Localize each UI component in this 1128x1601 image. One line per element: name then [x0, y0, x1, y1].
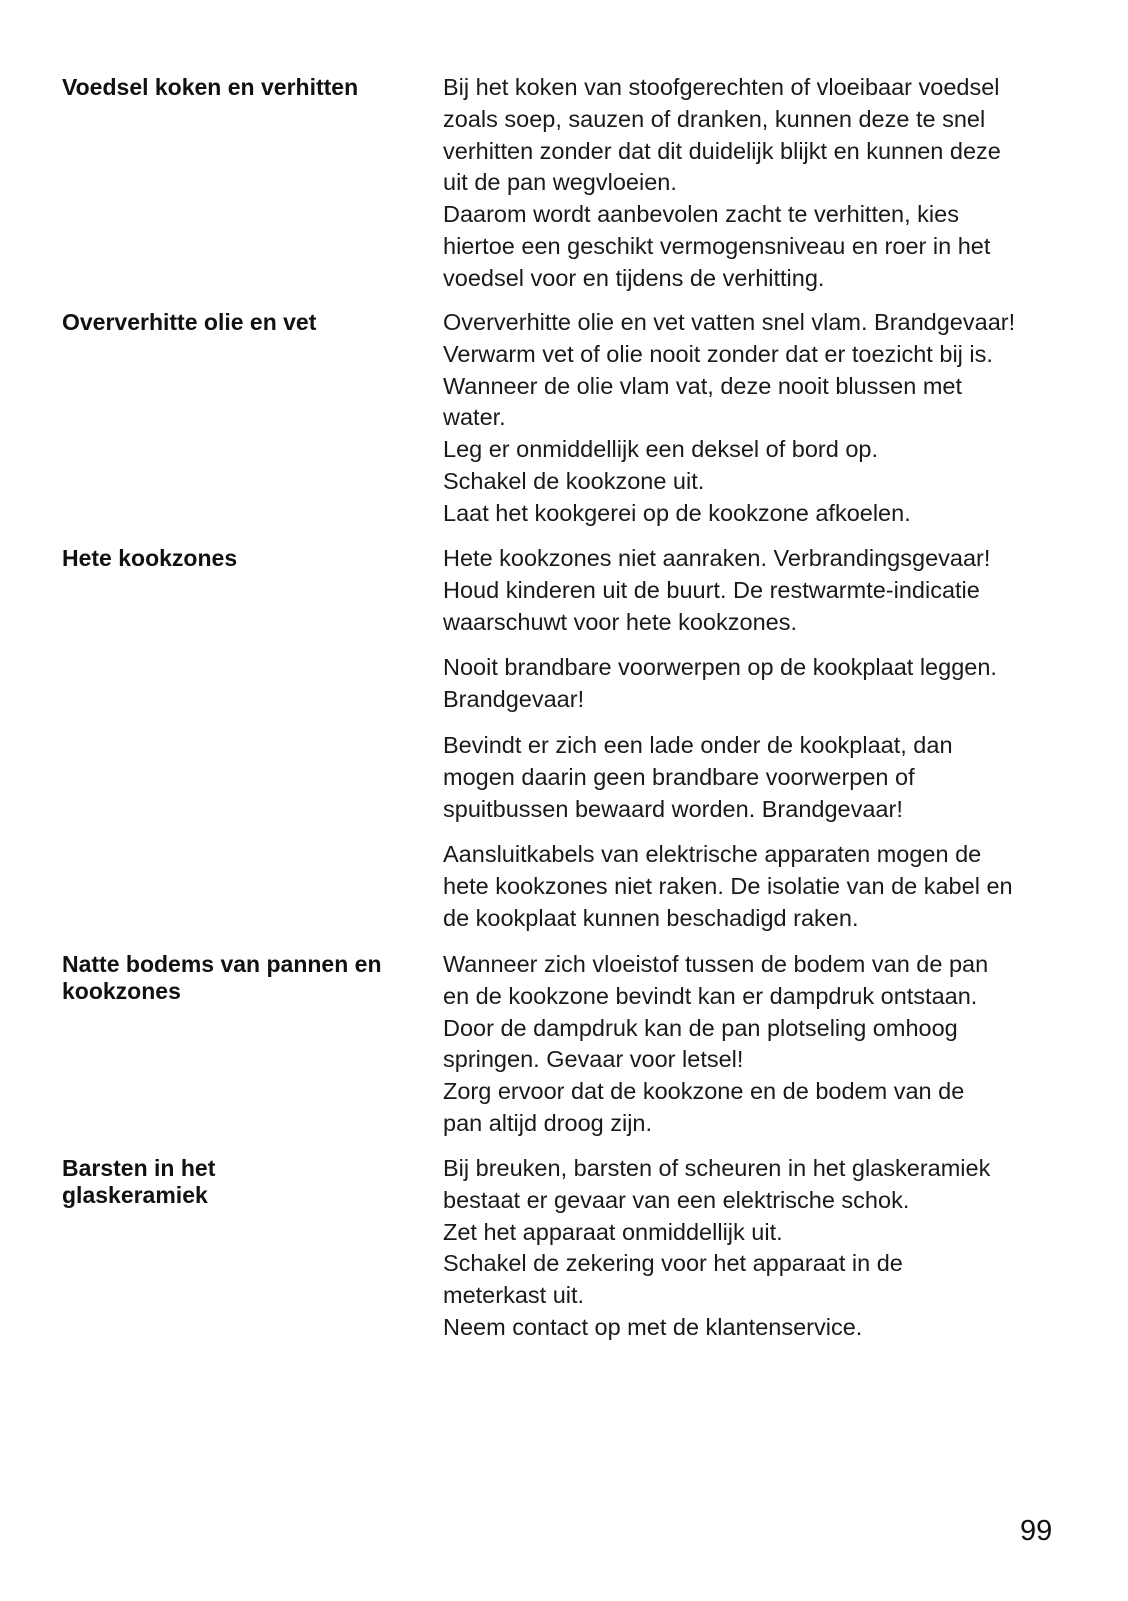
text-line: en de kookzone bevindt kan er dampdruk ontstaan.	[443, 982, 978, 1009]
text-line: Hete kookzones niet aanraken. Verbrandingsgevaar!	[443, 545, 991, 571]
text-line: hete kookzones niet raken. De isolatie van de kabel en	[443, 872, 1013, 899]
text-line: pan altijd droog zijn.	[443, 1109, 653, 1136]
text-line: Oververhitte olie en vet vatten snel vlam. Brandgevaar!	[443, 309, 1016, 335]
text-line: Wanneer zich vloeistof tussen de bodem van de pan	[443, 951, 989, 977]
section-heading: Natte bodems van pannen en kookzones	[62, 951, 382, 1004]
paragraph	[443, 307, 1083, 530]
section-heading: Barsten in het glaskeramiek	[62, 1155, 216, 1208]
text-line: Aansluitkabels van elektrische apparaten mogen de	[443, 841, 982, 867]
text-line: bestaat er gevaar van een elektrische schok.	[443, 1186, 910, 1213]
text-line: spuitbussen bewaard worden. Brandgevaar!	[443, 795, 903, 822]
text-line: springen. Gevaar voor letsel!	[443, 1046, 744, 1073]
section-body	[443, 1153, 1083, 1344]
paragraph	[443, 839, 1013, 934]
text-line: Bij het koken van stoofgerechten of vloeibaar voedsel	[443, 74, 1000, 100]
text-line: Nooit brandbare voorwerpen op de kookplaat leggen.	[443, 654, 997, 680]
text-line: meterkast uit.	[443, 1282, 585, 1309]
text-line: Zet het apparaat onmiddellijk uit.	[443, 1218, 783, 1245]
section-body	[443, 307, 1083, 530]
text-line: Laat het kookgerei op de kookzone afkoelen.	[443, 499, 911, 526]
section-heading: Voedsel koken en verhitten	[62, 74, 359, 100]
text-line: zoals soep, sauzen of dranken, kunnen deze te snel	[443, 105, 986, 132]
text-line: Bevindt er zich een lade onder de kookplaat, dan	[443, 732, 953, 758]
text-line: Leg er onmiddellijk een deksel of bord op.	[443, 436, 879, 463]
text-line: Houd kinderen uit de buurt. De restwarmte-indicatie	[443, 576, 980, 603]
text-line: Zorg ervoor dat de kookzone en de bodem van de	[443, 1078, 965, 1105]
text-line: Bij breuken, barsten of scheuren in het glaskeramiek	[443, 1155, 991, 1181]
text-line: Door de dampdruk kan de pan plotseling omhoog	[443, 1014, 958, 1041]
text-line: Schakel de zekering voor het apparaat in de	[443, 1250, 903, 1277]
text-line: uit de pan wegvloeien.	[443, 169, 677, 196]
paragraph	[443, 543, 990, 638]
paragraph	[443, 1153, 1083, 1344]
paragraph	[443, 949, 1083, 1140]
text-line: hiertoe een geschikt vermogensniveau en roer in het	[443, 232, 991, 259]
text-line: Schakel de kookzone uit.	[443, 467, 705, 494]
text-line: mogen daarin geen brandbare voorwerpen of	[443, 763, 915, 790]
text-line: water.	[443, 404, 506, 431]
section-body	[443, 72, 1083, 295]
section-heading: Oververhitte olie en vet	[62, 309, 317, 335]
paragraph	[443, 72, 1083, 295]
page-number: 99	[1020, 1515, 1053, 1547]
text-line: verhitten zonder dat dit duidelijk blijkt en kunnen deze	[443, 137, 1001, 164]
section-heading: Hete kookzones	[62, 545, 238, 571]
text-line: voedsel voor en tijdens de verhitting.	[443, 264, 825, 291]
paragraph	[443, 730, 953, 825]
text-line: Brandgevaar!	[443, 685, 585, 712]
section-body	[443, 949, 1083, 1140]
paragraph	[443, 652, 997, 716]
text-line: Neem contact op met de klantenservice.	[443, 1313, 863, 1340]
text-line: de kookplaat kunnen beschadigd raken.	[443, 904, 859, 931]
text-line: Verwarm vet of olie nooit zonder dat er toezicht bij is.	[443, 340, 993, 367]
text-line: waarschuwt voor hete kookzones.	[443, 608, 797, 635]
text-line: Wanneer de olie vlam vat, deze nooit blussen met	[443, 372, 963, 399]
text-line: Daarom wordt aanbevolen zacht te verhitten, kies	[443, 201, 959, 228]
